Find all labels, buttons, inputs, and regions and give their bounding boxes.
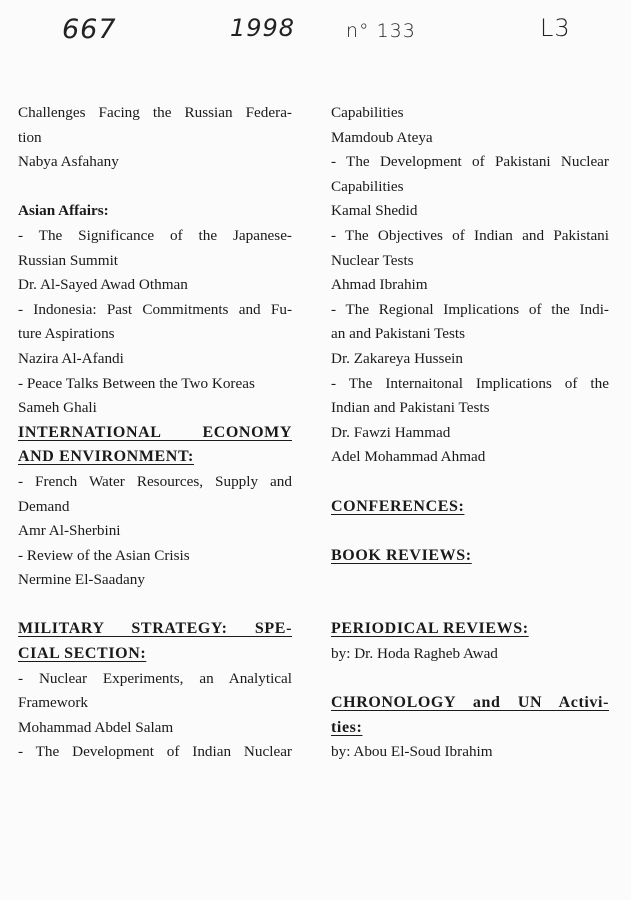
article-title: - Nuclear Experiments, an Analytical <box>18 669 292 687</box>
article-author: Dr. Zakareya Hussein <box>331 349 464 367</box>
article-title: an and Pakistani Tests <box>331 325 466 343</box>
article-title: - The Internaitonal Implications of the <box>331 374 609 392</box>
article-author: Nazira Al-Afandi <box>18 349 124 367</box>
article-title: - Indonesia: Past Commitments and Fu- <box>18 300 292 318</box>
article-title: - The Development of Indian Nuclear <box>18 743 292 761</box>
article-author: Dr. Fawzi Hammad <box>331 423 451 441</box>
article-author: Kamal Shedid <box>331 202 418 220</box>
article-title: Capabilities <box>331 177 404 195</box>
article-author: Ahmad Ibrahim <box>331 276 428 294</box>
article-title: - The Objectives of Indian and Pakistani <box>331 226 609 244</box>
section-heading-chronology: ties: <box>331 718 363 736</box>
article-author: Adel Mohammad Ahmad <box>331 448 486 466</box>
article-title: Russian Summit <box>18 251 119 269</box>
section-heading-conferences: CONFERENCES: <box>331 497 465 515</box>
article-title: Nuclear Tests <box>331 251 414 269</box>
article-title: tion <box>18 128 42 146</box>
article-title: - The Regional Implications of the Indi- <box>331 300 609 318</box>
article-author: Mohammad Abdel Salam <box>18 718 174 736</box>
article-author: Mamdoub Ateya <box>331 128 433 146</box>
handwritten-note-year: 1998 <box>230 14 296 42</box>
article-author: Sameh Ghali <box>18 399 97 417</box>
handwritten-note-issue: n° 133 <box>346 20 416 42</box>
right-column <box>331 101 609 765</box>
section-byline: by: Abou El-Soud Ibrahim <box>331 743 493 761</box>
article-title: - Peace Talks Between the Two Koreas <box>18 374 255 392</box>
section-heading-asian-affairs: Asian Affairs: <box>18 202 109 220</box>
section-heading-military: MILITARY STRATEGY: SPE- <box>18 620 292 638</box>
article-title: - The Development of Pakistani Nuclear <box>331 153 609 171</box>
article-title: ture Aspirations <box>18 325 115 343</box>
section-heading-periodical-reviews: PERIODICAL REVIEWS: <box>331 620 529 638</box>
article-title: Capabilities <box>331 104 404 121</box>
article-title: - Review of the Asian Crisis <box>18 546 190 564</box>
article-author: Nermine El-Saadany <box>18 571 145 589</box>
section-heading-book-reviews: BOOK REVIEWS: <box>331 546 472 564</box>
section-heading-economy: INTERNATIONAL ECONOMY <box>18 423 292 441</box>
section-heading-economy: AND ENVIRONMENT: <box>18 448 194 466</box>
article-author: Amr Al-Sherbini <box>18 522 121 540</box>
left-column <box>18 101 292 765</box>
article-title: Indian and Pakistani Tests <box>331 399 490 417</box>
section-heading-chronology: CHRONOLOGY and UN Activi- <box>331 694 609 712</box>
article-title: Framework <box>18 694 89 712</box>
handwritten-note-code: L3 <box>540 14 571 42</box>
article-author: Nabya Asfahany <box>18 153 119 171</box>
handwritten-note-number: 667 <box>62 14 117 45</box>
article-title: - The Significance of the Japanese- <box>18 226 292 244</box>
article-title: Demand <box>18 497 70 515</box>
article-title: - French Water Resources, Supply and <box>18 472 292 490</box>
section-heading-military: CIAL SECTION: <box>18 645 147 663</box>
article-title: Challenges Facing the Russian Federa- <box>18 104 292 121</box>
article-author: Dr. Al-Sayed Awad Othman <box>18 276 188 294</box>
section-byline: by: Dr. Hoda Ragheb Awad <box>331 644 498 662</box>
